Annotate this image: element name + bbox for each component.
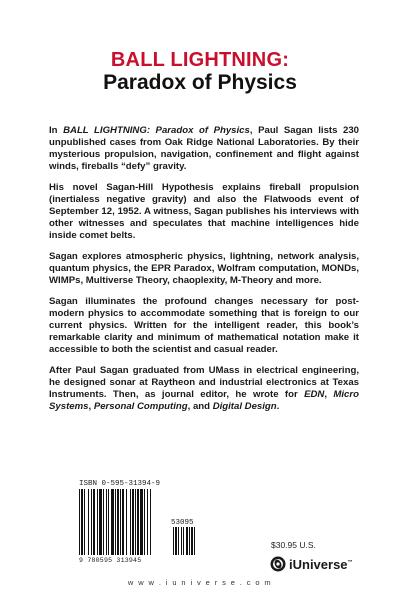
back-cover-blurb xyxy=(49,125,359,422)
book-title-line1: BALL LIGHTNING: xyxy=(110,49,290,71)
blurb-paragraph-2: His novel Sagan-Hill Hypothesis explains fireball propulsion (inertialess negative gravity) and also the Flatwoods event of September 12, 1952. A witness, Sagan publishes his interviews with other witnesses and speculates that machine intelligences hide inside comet belts. xyxy=(49,181,359,242)
publisher-logo xyxy=(270,556,353,572)
blurb-paragraph-1: In BALL LIGHTNING: Paradox of Physics, Paul Sagan lists 230 unpublished cases from Oak Ridge National Laboratories. By their mysterious propulsion, navigation, confinement and flight against winds, fireballs “defy” gravity. xyxy=(49,125,359,173)
blurb-paragraph-3: Sagan explores atmospheric physics, lightning, network analysis, quantum physics, the EPR Paradox, Wolfram computation, MONDs, WIMPs, Multiverse Theory, chaoplexity, M-Theory and more. xyxy=(49,251,359,287)
publisher-name: iUniverse™ xyxy=(289,556,353,572)
iuniverse-logo-icon xyxy=(270,556,286,572)
blurb-paragraph-5: After Paul Sagan graduated from UMass in electrical engineering, he designed sonar at Raytheon and industrial electronics at Texas Instruments. Then, as journal editor, he wrote for EDN, Micro Systems, Personal Computing, and Digital Design. xyxy=(49,364,359,413)
price-label: $30.95 U.S. xyxy=(271,540,316,550)
website-url: w w w . i u n i v e r s e . c o m xyxy=(127,578,273,587)
ean-digits: 9 780595 313945 xyxy=(79,557,142,564)
isbn-label: ISBN 0-595-31394-9 xyxy=(79,480,161,488)
price-code: 53095 xyxy=(171,519,194,527)
book-title-line2: Paradox of Physics xyxy=(103,71,297,94)
blurb-paragraph-4: Sagan illuminates the profound changes necessary for post-modern physics to accommodate something that is foreign to our current physics. Written for the intelligent reader, this book’s remarkable clarity and minimum of mathematical notation make it accessible to both the scientist and casual reader. xyxy=(49,295,359,356)
